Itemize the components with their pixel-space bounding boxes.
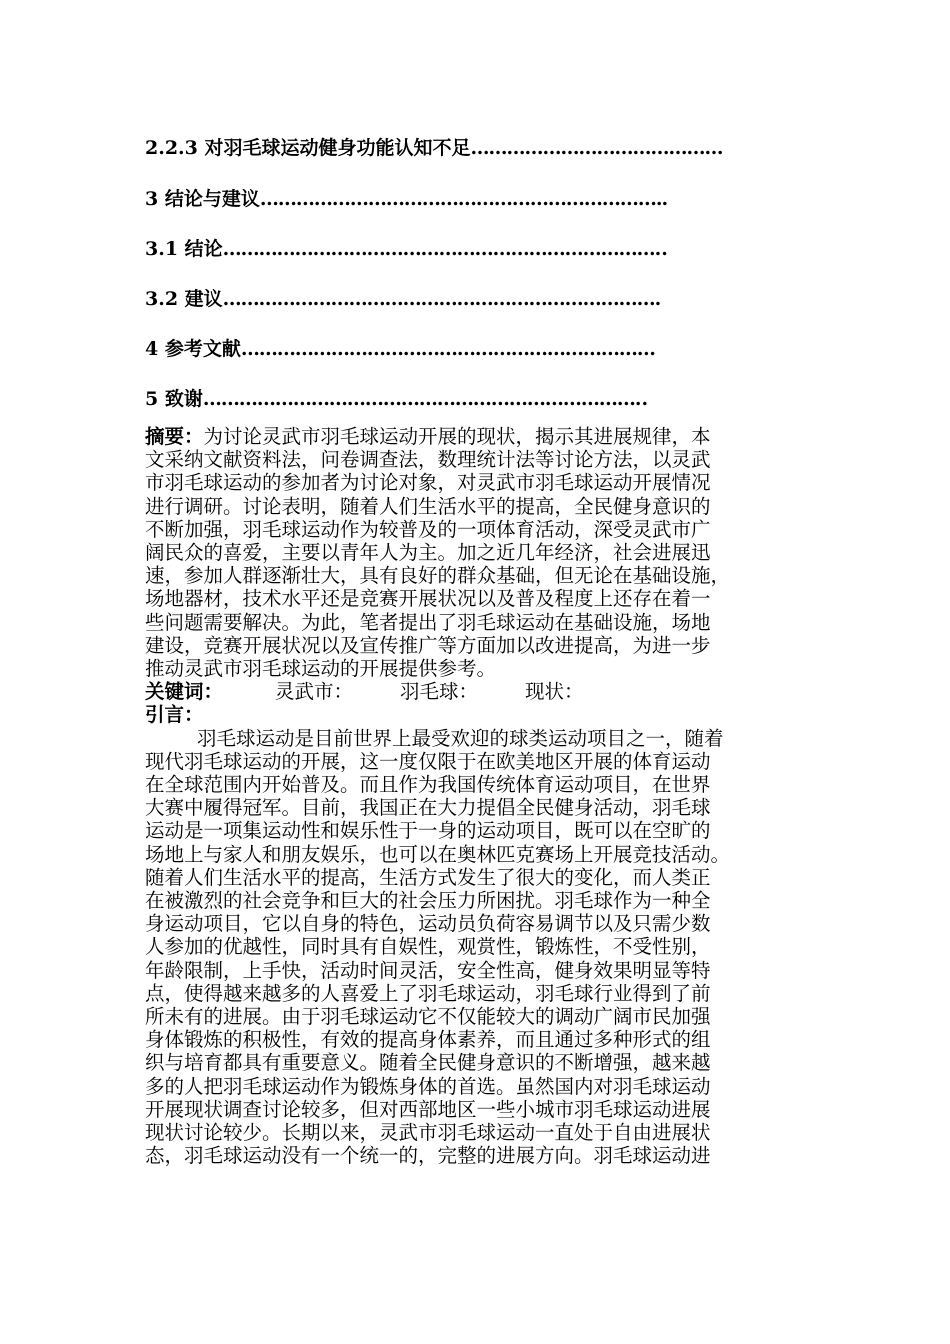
intro-line: 身体锻炼的积极性，有效的提高身体素养，而且通过多种形式的组: [145, 1028, 711, 1052]
abstract-section: [145, 425, 865, 1168]
intro-line: 身运动项目，它以自身的特色，运动员负荷容易调节以及只需少数: [145, 912, 711, 936]
toc-entry-label: 4 参考文献: [145, 338, 241, 360]
intro-line: 随着人们生活水平的提高，生活方式发生了很大的变化，而人类正: [145, 865, 711, 889]
toc-entry[interactable]: [145, 184, 667, 214]
toc-leader-tail: .: [654, 288, 662, 310]
toc-leader-tail: ..: [634, 388, 649, 410]
intro-line: 运动是一项集运动性和娱乐性于一身的运动项目，既可以在空旷的: [145, 819, 711, 843]
abstract-line: 市羽毛球运动的参加者为讨论对象，对灵武市羽毛球运动开展情况: [145, 471, 711, 495]
keyword: 羽毛球：: [400, 680, 479, 704]
intro-heading: 引言：: [145, 703, 204, 727]
intro-line: 大赛中履得冠军。目前，我国正在大力提倡全民健身活动，羽毛球: [145, 796, 711, 820]
toc-entry[interactable]: [145, 384, 648, 414]
intro-line: 场地上与家人和朋友娱乐，也可以在奥林匹克赛场上开展竞技活动。: [145, 842, 731, 866]
intro-line: 羽毛球运动是目前世界上最受欢迎的球类运动项目之一，随着: [197, 726, 724, 750]
intro-line: 织与培育都具有重要意义。随着全民健身意识的不断增强，越来越: [145, 1051, 711, 1075]
toc-leader-dots: ………………………………………………………………: [202, 388, 635, 410]
abstract-line: 文采纳文献资料法，问卷调查法，数理统计法等讨论方法，以灵武: [145, 448, 711, 472]
intro-line: 态，羽毛球运动没有一个统一的，完整的进展方向。羽毛球运动进: [145, 1144, 711, 1168]
toc-entry-label: 3.2 建议: [145, 288, 223, 310]
toc-entry[interactable]: [145, 284, 661, 314]
keyword: 灵武市：: [275, 680, 354, 704]
toc-leader-dots: ………………………………………………………………: [222, 238, 655, 260]
intro-line: 开展现状调查讨论较多，但对西部地区一些小城市羽毛球运动进展: [145, 1097, 711, 1121]
toc-entry[interactable]: [145, 334, 655, 364]
intro-line: 年龄限制，上手快，活动时间灵活，安全性高，健身效果明显等特: [145, 958, 711, 982]
toc-entry-label: 2.2.3 对羽毛球运动健身功能认知不足: [145, 137, 471, 159]
toc-leader-tail: ..: [654, 238, 668, 260]
intro-line: 在被激烈的社会竞争和巨大的社会压力所困扰。羽毛球作为一种全: [145, 889, 711, 913]
toc-leader-dots: …………………………………………………………..: [259, 188, 668, 210]
intro-line: 多的人把羽毛球运动作为锻炼身体的首选。虽然国内对羽毛球运动: [145, 1074, 711, 1098]
toc-entry-label: 5 致谢: [145, 388, 203, 410]
intro-line: 所未有的进展。由于羽毛球运动它不仅能较大的调动广阔市民加强: [145, 1005, 711, 1029]
toc-entry-label: 3.1 结论: [145, 238, 223, 260]
intro-line: 现代羽毛球运动的开展，这一度仅限于在欧美地区开展的体育运动: [145, 749, 711, 773]
abstract-line: 推动灵武市羽毛球运动的开展提供参考。: [145, 657, 497, 681]
toc-leader-dots: ……………………………………………………………: [240, 338, 655, 360]
toc-leader-dots: ………………………………………………………………: [222, 288, 655, 310]
intro-line: 在全球范围内开始普及。而且作为我国传统体育运动项目，在世界: [145, 773, 711, 797]
abstract-heading: 摘要：: [145, 425, 204, 448]
keywords-line: [145, 680, 865, 703]
abstract-line: 为讨论灵武市羽毛球运动开展的现状，揭示其进展规律，本: [203, 425, 711, 448]
abstract-line: 阔民众的喜爱，主要以青年人为主。加之近几年经济，社会进展迅: [145, 541, 711, 565]
abstract-line: 场地器材，技术水平还是竞赛开展状况以及普及程度上还存在着一: [145, 587, 711, 611]
toc-entry-label: 3 结论与建议: [145, 188, 260, 210]
abstract-line: 不断加强，羽毛球运动作为较普及的一项体育活动，深受灵武市广: [145, 517, 711, 541]
keywords-heading: 关键词：: [145, 680, 224, 704]
toc-entry[interactable]: [145, 133, 723, 163]
intro-line: 现状讨论较少。长期以来，灵武市羽毛球运动一直处于自由进展状: [145, 1121, 711, 1145]
abstract-line: 些问题需要解决。为此，笔者提出了羽毛球运动在基础设施，场地: [145, 610, 711, 634]
keyword: 现状：: [525, 680, 584, 704]
abstract-line: 进行调研。讨论表明，随着人们生活水平的提高，全民健身意识的: [145, 494, 711, 518]
abstract-line: 速，参加人群逐渐壮大，具有良好的群众基础，但无论在基础设施，: [145, 564, 731, 588]
intro-line: 人参加的优越性，同时具有自娱性，观赏性，锻炼性，不受性别，: [145, 935, 711, 959]
intro-line: 点，使得越来越多的人喜爱上了羽毛球运动，羽毛球行业得到了前: [145, 981, 711, 1005]
toc-entry[interactable]: [145, 234, 668, 264]
toc-leader-dots: ……………………………………: [470, 137, 723, 159]
abstract-line: 建设，竞赛开展状况以及宣传推广等方面加以改进提高，为进一步: [145, 633, 711, 657]
